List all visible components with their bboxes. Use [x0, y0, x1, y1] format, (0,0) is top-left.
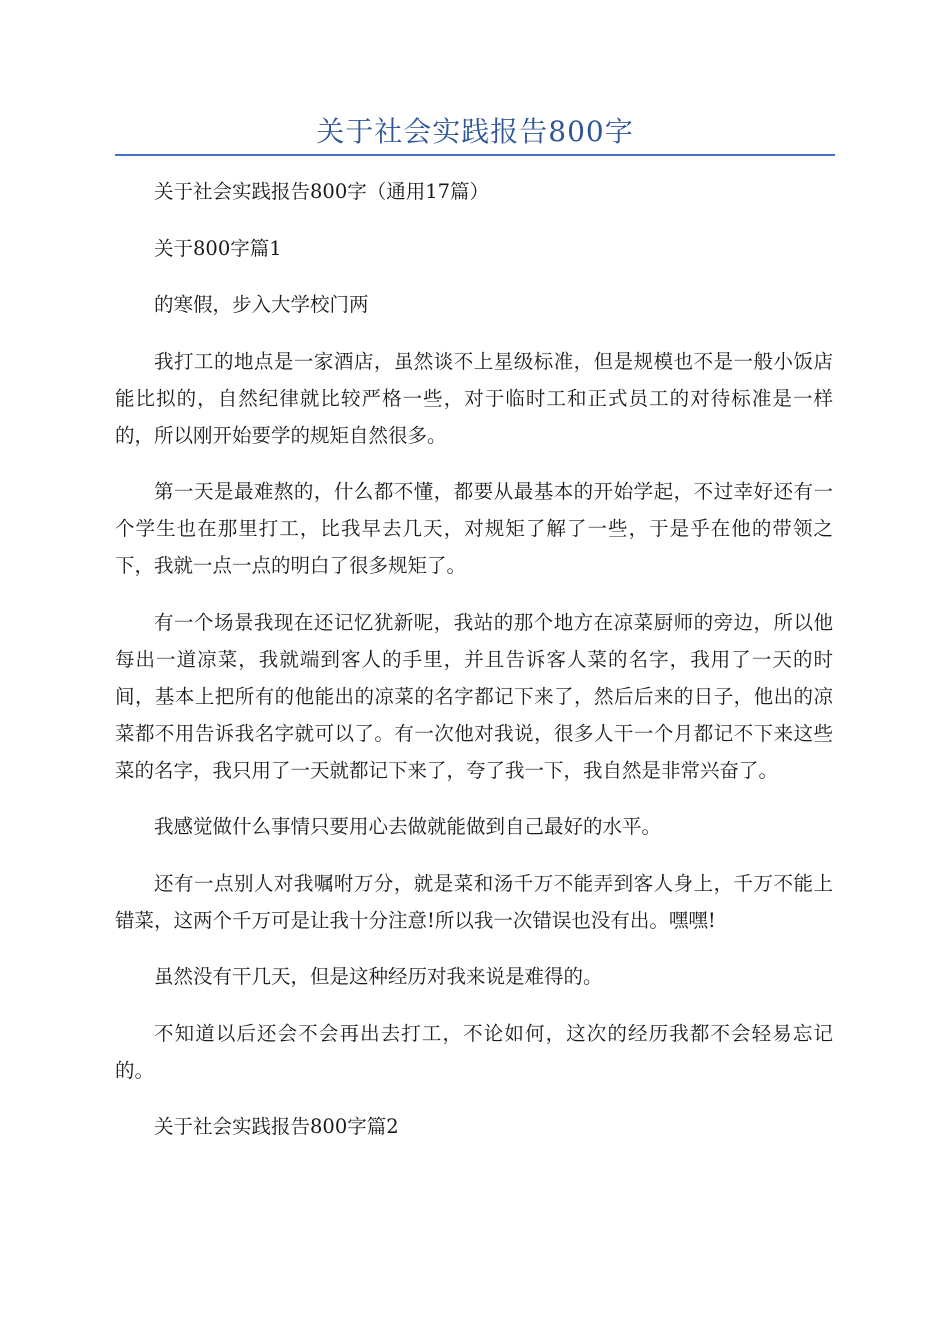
- paragraph-section-heading-1: 关于800字篇1: [154, 236, 282, 260]
- paragraph: 的寒假，步入大学校门两: [154, 293, 369, 316]
- paragraph: 我感觉做什么事情只要用心去做就能做到自己最好的水平。: [154, 815, 662, 838]
- paragraph-section-heading-2: 关于社会实践报告800字篇2: [154, 1115, 399, 1138]
- paragraph: 第一天是最难熬的，什么都不懂，都要从最基本的开始学起，不过幸好还有一个学生也在那里打工，比我早去几天，对规矩了解了一些，于是乎在他的带领之下，我就一点一点的明白了很多规矩了。: [115, 480, 833, 577]
- title-underline: [115, 154, 835, 156]
- paragraph: 不知道以后还会不会再出去打工，不论如何，这次的经历我都不会轻易忘记的。: [115, 1021, 833, 1082]
- paragraph: 还有一点别人对我嘱咐万分，就是菜和汤千万不能弄到客人身上，千万不能上错菜，这两个千万可是让我十分注意!所以我一次错误也没有出。嘿嘿!: [115, 871, 833, 932]
- paragraph: 我打工的地点是一家酒店，虽然谈不上星级标准，但是规模也不是一般小饭店能比拟的，自然纪律就比较严格一些，对于临时工和正式员工的对待标准是一样的，所以刚开始要学的规矩自然很多。: [115, 349, 833, 447]
- document-body: [115, 173, 833, 1165]
- paragraph: 有一个场景我现在还记忆犹新呢，我站的那个地方在凉菜厨师的旁边，所以他每出一道凉菜，我就端到客人的手里，并且告诉客人菜的名字，我用了一天的时间，基本上把所有的他能出的凉菜的名字都记下来了，然后后来的日子，他出的凉菜都不用告诉我名字就可以了。有一次他对我说，很多人干一个月都记不下来这些菜的名字，我只用了一天就都记下来了，夸了我一下，我自然是非常兴奋了。: [115, 610, 833, 782]
- paragraph-subtitle: 关于社会实践报告800字（通用17篇）: [154, 180, 490, 203]
- document-title: 关于社会实践报告800字: [316, 115, 634, 148]
- paragraph: 虽然没有干几天，但是这种经历对我来说是难得的。: [154, 965, 603, 988]
